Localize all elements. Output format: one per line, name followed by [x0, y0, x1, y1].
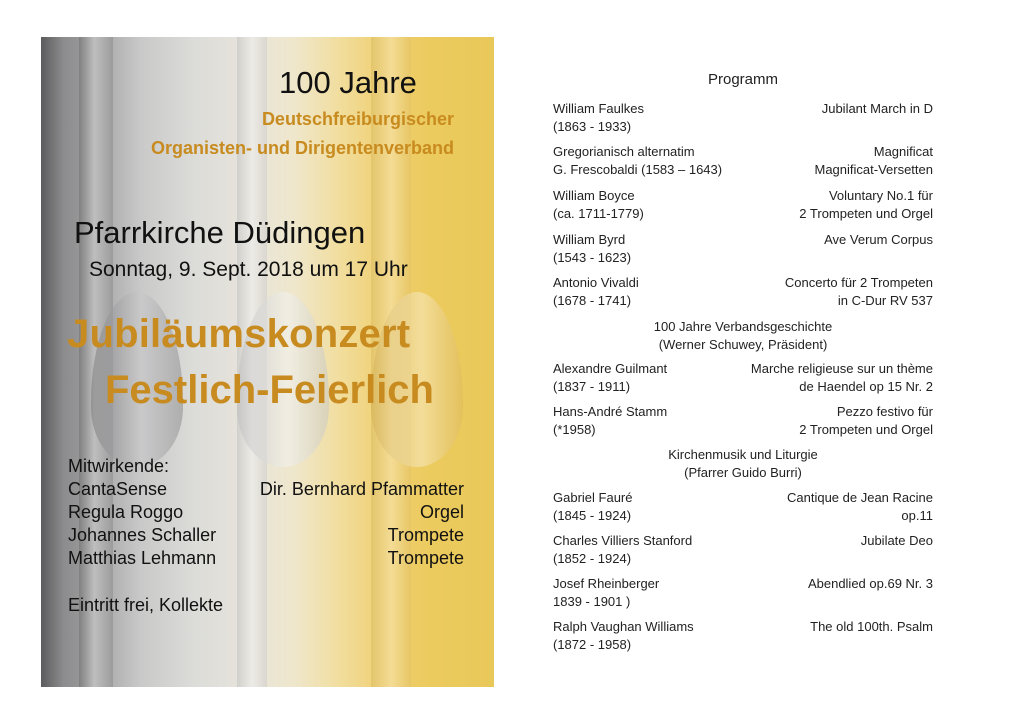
program-interlude: [553, 318, 933, 354]
work-title: Marche religieuse sur un thème: [750, 361, 933, 376]
work-detail: 2 Trompeten und Orgel: [799, 422, 933, 437]
anniversary-heading: 100 Jahre: [279, 65, 417, 100]
work-title: Jubilate Deo: [860, 533, 933, 548]
performer-role: Trompete: [387, 525, 464, 545]
work-title: Cantique de Jean Racine: [787, 490, 933, 505]
work-title: Ave Verum Corpus: [824, 232, 933, 247]
composer-dates: (1678 - 1741): [553, 293, 632, 308]
work-detail: op.11: [901, 508, 933, 523]
performer-role: Orgel: [419, 502, 464, 522]
interlude-speaker: (Pfarrer Guido Burri): [684, 465, 802, 480]
composer-dates: (1863 - 1933): [553, 119, 632, 134]
composer-dates: (1852 - 1924): [553, 551, 632, 566]
performer-name: Johannes Schaller: [68, 525, 217, 545]
interlude-title: 100 Jahre Verbandsgeschichte: [653, 319, 833, 334]
work-detail: Magnificat-Versetten: [814, 162, 933, 177]
work-title: Magnificat: [873, 144, 933, 159]
composer-dates: (ca. 1711-1779): [553, 206, 644, 221]
composer-name: William Boyce: [553, 188, 635, 203]
concert-title-line2: Festlich-Feierlich: [105, 368, 434, 412]
performer-role: Trompete: [387, 548, 464, 568]
composer-name: Gabriel Fauré: [553, 490, 633, 505]
composer-name: Hans-André Stamm: [553, 404, 668, 419]
performer-role: Dir. Bernhard Pfammatter: [259, 479, 464, 499]
composer-name: Gregorianisch alternatim: [553, 144, 695, 159]
composer-dates: (1837 - 1911): [553, 379, 631, 394]
performers-heading: Mitwirkende:: [68, 456, 170, 476]
work-detail: in C-Dur RV 537: [837, 293, 933, 308]
organization-name-line2: Organisten- und Dirigentenverband: [150, 138, 454, 158]
admission-note: Eintritt frei, Kollekte: [68, 595, 224, 615]
composer-name: Ralph Vaughan Williams: [553, 619, 694, 634]
composer-dates: G. Frescobaldi (1583 – 1643): [553, 162, 723, 177]
composer-name: William Byrd: [553, 232, 626, 247]
performer-name: Regula Roggo: [68, 502, 184, 522]
performer-name: CantaSense: [68, 479, 168, 499]
composer-dates: (1543 - 1623): [553, 250, 632, 265]
concert-title-line1: Jubiläumskonzert: [67, 312, 411, 356]
composer-name: Alexandre Guilmant: [553, 361, 668, 376]
organization-name-line1: Deutschfreiburgischer: [261, 109, 454, 129]
program-interlude: [553, 446, 933, 482]
composer-name: Josef Rheinberger: [553, 576, 660, 591]
composer-dates: (1872 - 1958): [553, 637, 632, 652]
composer-name: William Faulkes: [553, 101, 645, 116]
composer-dates: (*1958): [553, 422, 596, 437]
work-title: Pezzo festivo für: [836, 404, 933, 419]
interlude-speaker: (Werner Schuwey, Präsident): [658, 337, 828, 352]
work-title: Voluntary No.1 für: [828, 188, 933, 203]
composer-name: Charles Villiers Stanford: [553, 533, 693, 548]
work-title: Concerto für 2 Trompeten: [784, 275, 933, 290]
work-title: Abendlied op.69 Nr. 3: [807, 576, 933, 591]
composer-name: Antonio Vivaldi: [553, 275, 639, 290]
work-title: Jubilant March in D: [821, 101, 933, 116]
program-title: Programm: [707, 71, 778, 88]
composer-dates: 1839 - 1901 ): [553, 594, 631, 609]
organ-pipe-image: [41, 37, 63, 687]
interlude-title: Kirchenmusik und Liturgie: [668, 447, 818, 462]
performer-name: Matthias Lehmann: [68, 548, 217, 568]
work-detail: 2 Trompeten und Orgel: [799, 206, 933, 221]
venue-heading: Pfarrkirche Düdingen: [74, 215, 366, 250]
work-title: The old 100th. Psalm: [810, 619, 933, 634]
concert-poster: [41, 37, 494, 687]
event-date: Sonntag, 9. Sept. 2018 um 17 Uhr: [89, 258, 408, 281]
composer-dates: (1845 - 1924): [553, 508, 632, 523]
work-detail: de Haendel op 15 Nr. 2: [799, 379, 933, 394]
